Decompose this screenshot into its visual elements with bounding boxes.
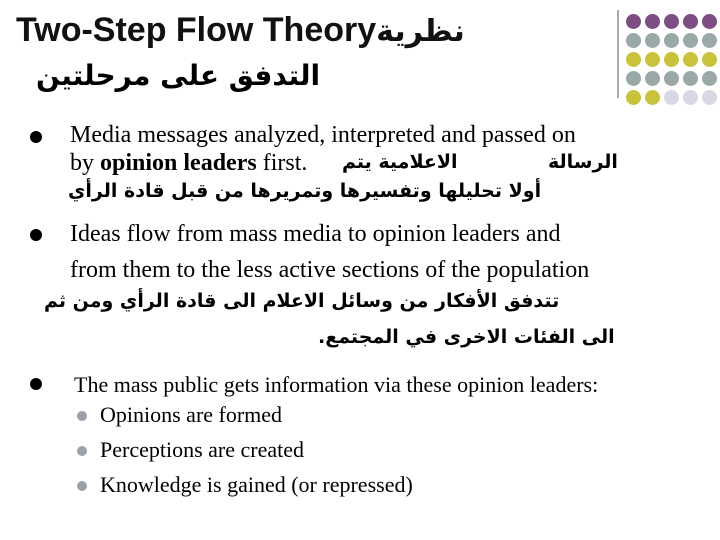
decorative-dot: [683, 52, 698, 67]
decorative-dot: [702, 71, 717, 86]
bullet-1-line2-suffix: first.: [256, 150, 308, 176]
title-arabic: نظرية: [376, 14, 465, 49]
slide-title: [16, 10, 616, 52]
sub-bullet-icon: [77, 411, 87, 421]
decorative-dot: [664, 90, 679, 105]
bullet-3-subitem: Perceptions are created: [100, 437, 304, 462]
bullet-1-arabic-line3: أولا تحليلها وتفسيرها وتمريرها من قبل قادة الرأي: [68, 180, 542, 202]
decorative-dot: [702, 33, 717, 48]
bullet-1-line2-prefix: by: [70, 150, 100, 176]
decorative-dot: [664, 71, 679, 86]
bullet-1-line1: Media messages analyzed, interpreted and passed on: [70, 122, 576, 148]
decorative-dot: [683, 71, 698, 86]
decorative-dot-grid: [626, 14, 718, 110]
decorative-dot: [626, 71, 641, 86]
decorative-dot: [645, 14, 660, 29]
bullet-1-bold-term: opinion leaders: [100, 150, 257, 176]
decorative-dot: [645, 71, 660, 86]
decorative-dot: [626, 33, 641, 48]
decorative-dot: [683, 33, 698, 48]
decorative-dot: [626, 14, 641, 29]
decorative-dot: [645, 33, 660, 48]
decorative-dot: [645, 90, 660, 105]
decorative-dot: [626, 90, 641, 105]
bullet-2-line1: Ideas flow from mass media to opinion leaders and: [70, 221, 561, 247]
bullet-3-line1: The mass public gets information via these opinion leaders:: [74, 372, 599, 397]
title-english: Two-Step Flow Theory: [16, 11, 377, 49]
decorative-dot: [702, 90, 717, 105]
decorative-dot: [702, 14, 717, 29]
bullet-2-line2: from them to the less active sections of the population: [70, 257, 590, 283]
title-divider: [617, 10, 619, 98]
sub-bullet-icon: [77, 446, 87, 456]
decorative-dot: [664, 33, 679, 48]
decorative-dot: [664, 52, 679, 67]
bullet-3-subitem: Knowledge is gained (or repressed): [100, 472, 413, 497]
bullet-1-arabic-a: الاعلامية يتم: [342, 151, 458, 173]
bullet-1-line2: [70, 148, 370, 178]
bullet-2-arabic-line3: تتدفق الأفكار من وسائل الاعلام الى قادة الرأي ومن ثم: [44, 290, 560, 312]
title-arabic-line2: التدفق على مرحلتين: [36, 59, 321, 92]
bullet-icon: [30, 131, 42, 143]
decorative-dot: [626, 52, 641, 67]
bullet-icon: [30, 378, 42, 390]
bullet-icon: [30, 229, 42, 241]
bullet-3-subitem: Opinions are formed: [100, 402, 283, 427]
bullet-2-arabic-line4: الى الفئات الاخرى في المجتمع.: [318, 326, 615, 348]
sub-bullet-icon: [77, 481, 87, 491]
decorative-dot: [702, 52, 717, 67]
bullet-1-arabic-b: الرسالة: [548, 151, 618, 173]
decorative-dot: [683, 90, 698, 105]
decorative-dot: [664, 14, 679, 29]
decorative-dot: [683, 14, 698, 29]
decorative-dot: [645, 52, 660, 67]
